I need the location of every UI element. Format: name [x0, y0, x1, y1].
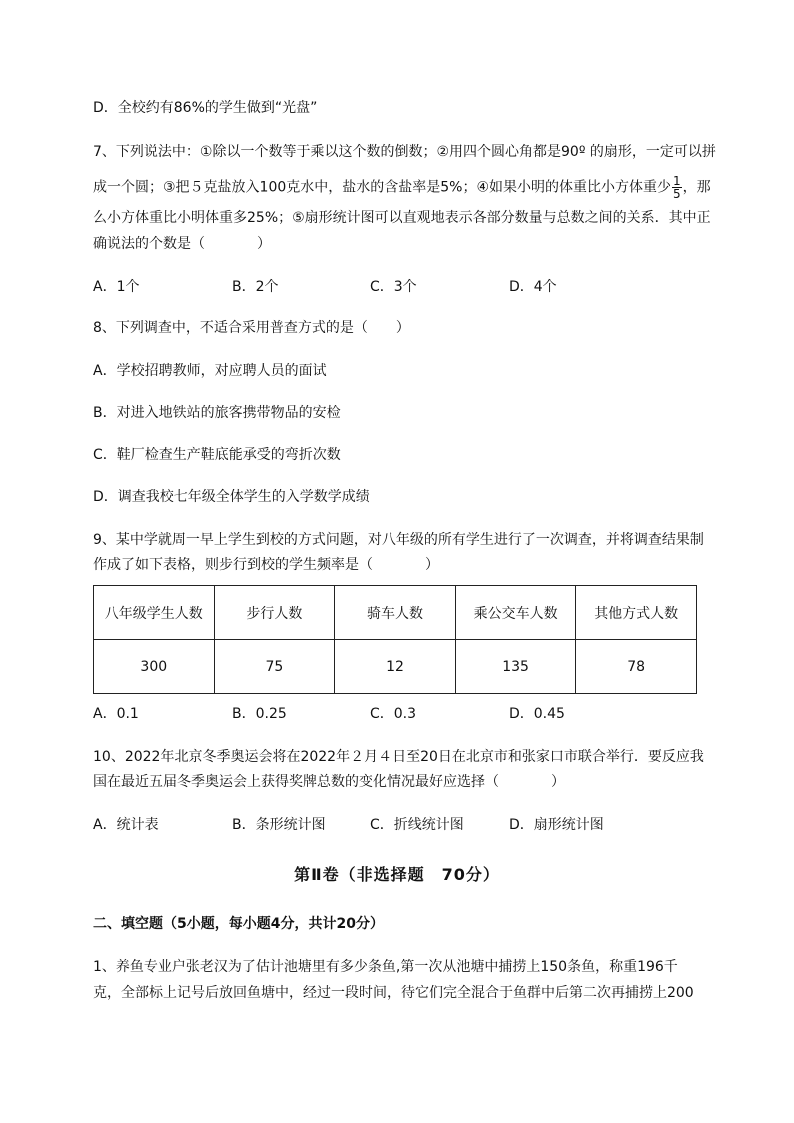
table-cell: 75 [214, 640, 335, 694]
q7-option-d: D．4个 [509, 279, 557, 295]
q7-stem-line1: 7、下列说法中：①除以一个数等于乘以这个数的倒数；②用四个圆心角都是90º 的扇形，一定可以拼 [93, 144, 716, 160]
q10-stem-line1: 10、2022年北京冬季奥运会将在2022年２月４日至20日在北京市和张家口市联合举行．要反应我 [93, 749, 704, 765]
section-subtitle: 二、填空题（5小题，每小题4分，共计20分） [93, 916, 384, 932]
q10-stem-line2 [93, 772, 565, 792]
q9-stem-line1: 9、某中学就周一早上学生到校的方式问题，对八年级的所有学生进行了一次调查，并将调查结果制 [93, 532, 704, 548]
q7-stem-line4-text: 确说法的个数是（ [93, 236, 205, 252]
q8-option-d: D．调查我校七年级全体学生的入学数学成绩 [93, 489, 370, 505]
table-header-cell: 步行人数 [214, 586, 335, 640]
q6-option-d: D．全校约有86%的学生做到“光盘” [93, 100, 318, 116]
table-cell: 135 [455, 640, 576, 694]
table-row [94, 640, 697, 694]
q7-stem-line2-tail: ，那 [682, 179, 711, 196]
q9-stem-line2 [93, 555, 439, 575]
q8-stem: 8、下列调查中，不适合采用普查方式的是（ ） [93, 320, 410, 336]
q8-option-b: B．对进入地铁站的旅客携带物品的安检 [93, 405, 341, 421]
table-header-cell: 八年级学生人数 [94, 586, 215, 640]
q7-stem-line2-text: 成一个圆；③把５克盐放入100克水中，盐水的含盐率是5%；④如果小明的体重比小方体重少 [93, 179, 672, 196]
q7-stem-line3: 么小方体重比小明体重多25%；⑤扇形统计图可以直观地表示各部分数量与总数之间的关系．其中正 [93, 210, 711, 226]
table-header-cell: 其他方式人数 [576, 586, 697, 640]
fill1-line1: 1、养鱼专业户张老汉为了估计池塘里有多少条鱼,第一次从池塘中捕捞上150条鱼，称重196千 [93, 959, 678, 975]
q7-option-b: B．2个 [232, 279, 279, 295]
fraction-one-fifth [672, 175, 682, 200]
fill1-line2: 克，全部标上记号后放回鱼塘中，经过一段时间，待它们完全混合于鱼群中后第二次再捕捞上200 [93, 985, 694, 1001]
q7-stem-line4-tail: ） [257, 236, 271, 252]
q7-stem-line4 [93, 234, 271, 254]
table-header-cell: 骑车人数 [335, 586, 456, 640]
q8-option-c: C．鞋厂检查生产鞋底能承受的弯折次数 [93, 447, 341, 463]
q10-option-a: A．统计表 [93, 817, 159, 833]
q9-stem-line2-text: 作成了如下表格，则步行到校的学生频率是（ [93, 557, 373, 573]
q9-option-d: D．0.45 [509, 706, 565, 722]
q9-option-b: B．0.25 [232, 706, 287, 722]
q10-option-d: D．扇形统计图 [509, 817, 604, 833]
section-title: 第Ⅱ卷（非选择题 70分） [294, 865, 500, 884]
table-header-cell: 乘公交车人数 [455, 586, 576, 640]
table-cell: 12 [335, 640, 456, 694]
q10-option-b: B．条形统计图 [232, 817, 326, 833]
q10-stem-line2-text: 国在最近五届冬季奥运会上获得奖牌总数的变化情况最好应选择（ [93, 774, 499, 790]
fraction-denominator: 5 [673, 187, 681, 201]
q9-stem-line2-tail: ） [425, 557, 439, 573]
q8-option-a: A．学校招聘教师，对应聘人员的面试 [93, 363, 327, 379]
q7-option-c: C．3个 [370, 279, 417, 295]
q10-option-c: C．折线统计图 [370, 817, 464, 833]
fraction-numerator: 1 [673, 174, 681, 188]
survey-table [93, 585, 697, 694]
q10-stem-line2-tail: ） [551, 774, 565, 790]
table-cell: 78 [576, 640, 697, 694]
table-header-row [94, 586, 697, 640]
table-cell: 300 [94, 640, 215, 694]
q9-option-a: A．0.1 [93, 706, 139, 722]
q9-option-c: C．0.3 [370, 706, 417, 722]
q7-stem-line2 [93, 175, 711, 200]
q7-option-a: A．1个 [93, 279, 140, 295]
